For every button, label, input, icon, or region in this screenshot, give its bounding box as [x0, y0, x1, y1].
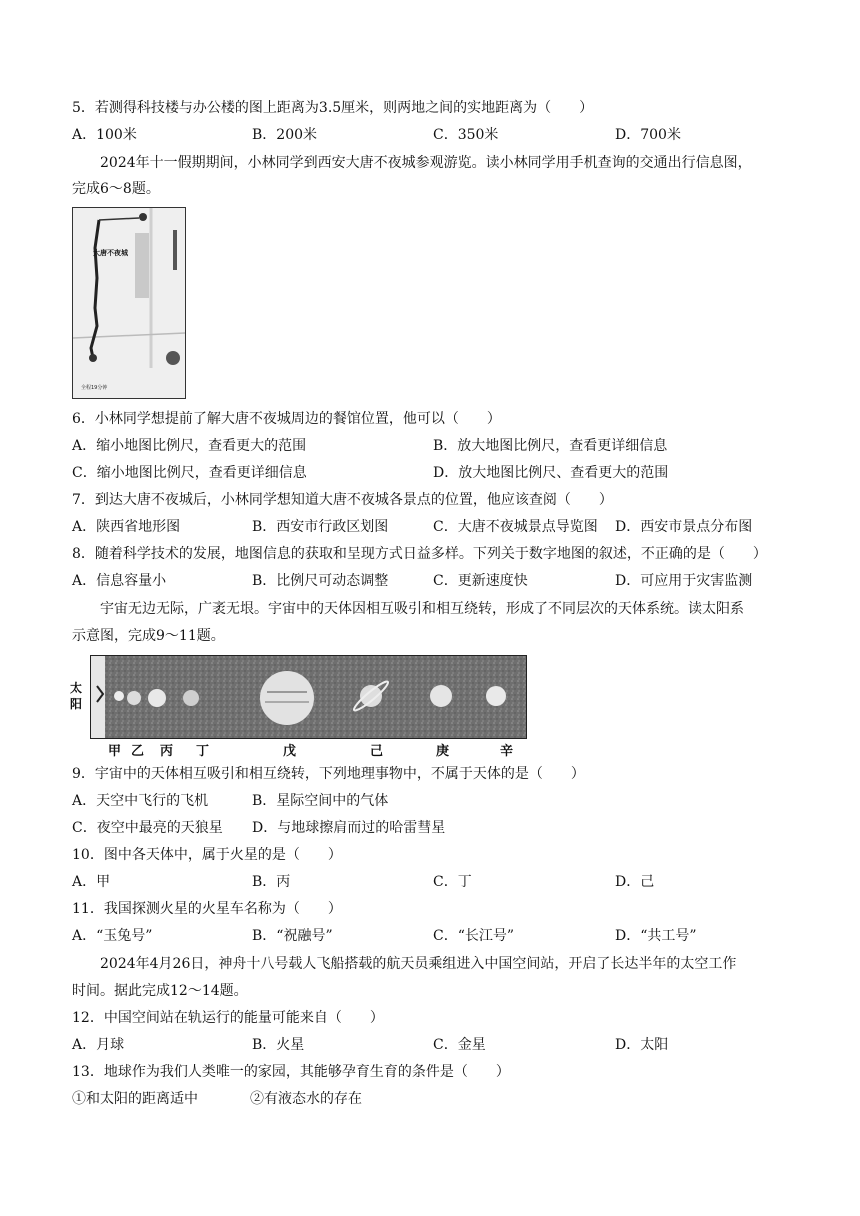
q10-option-a: A．甲: [72, 874, 111, 890]
q11-option-d: D．“共工号”: [615, 928, 697, 944]
q7-option-c: C．大唐不夜城景点导览图: [433, 519, 598, 535]
q6-option-a: A．缩小地图比例尺，查看更大的范围: [72, 438, 307, 454]
q5-option-b: B．200米: [252, 127, 318, 143]
q5-option-c: C．350米: [433, 127, 499, 143]
q6-option-c: C．缩小地图比例尺，查看更详细信息: [72, 465, 307, 481]
q9-option-a: A．天空中飞行的飞机: [72, 793, 209, 809]
q5-option-d: D．700米: [615, 127, 681, 143]
sun-label: 太阳: [70, 681, 83, 711]
planet-label-yi: 乙: [131, 744, 145, 759]
q7-option-a: A．陕西省地形图: [72, 519, 181, 535]
passage-2-line-1: 宇宙无边无际，广袤无垠。宇宙中的天体因相互吸引和相互绕转，形成了不同层次的天体系统。读太阳系: [100, 601, 744, 617]
planet-label-ding: 丁: [196, 744, 210, 759]
q12-option-b: B．火星: [252, 1037, 305, 1053]
q8-stem: 8．随着科学技术的发展，地图信息的获取和呈现方式日益多样。下列关于数字地图的叙述，不正确的是（ ）: [72, 546, 767, 562]
q8-option-c: C．更新速度快: [433, 573, 528, 589]
map-footer-duration: 全程19分钟: [81, 385, 108, 391]
q11-option-b: B．“祝融号”: [252, 928, 333, 944]
q10-option-d: D．己: [615, 874, 655, 890]
solar-system-graphic: [91, 656, 526, 738]
map-label-datang: 大唐不夜城: [93, 249, 128, 257]
q10-option-b: B．丙: [252, 874, 291, 890]
q11-stem: 11．我国探测火星的火星车名称为（ ）: [72, 901, 342, 917]
q5-stem: 5．若测得科技楼与办公楼的图上距离为3.5厘米，则两地之间的实地距离为（ ）: [72, 100, 594, 116]
q7-option-b: B．西安市行政区划图: [252, 519, 389, 535]
q12-option-a: A．月球: [72, 1037, 125, 1053]
q9-option-c: C．夜空中最亮的天狼星: [72, 820, 223, 836]
transit-map-figure: [72, 207, 186, 399]
planet-label-bing: 丙: [160, 744, 174, 759]
q8-option-d: D．可应用于灾害监测: [615, 573, 753, 589]
q11-option-c: C．“长江号”: [433, 928, 515, 944]
q5-option-a: A．100米: [72, 127, 137, 143]
q10-option-c: C．丁: [433, 874, 472, 890]
passage-1-line-2: 完成6～8题。: [72, 181, 160, 197]
q6-option-b: B．放大地图比例尺，查看更详细信息: [433, 438, 668, 454]
q12-option-d: D．太阳: [615, 1037, 669, 1053]
q12-stem: 12．中国空间站在轨运行的能量可能来自（ ）: [72, 1010, 384, 1026]
q9-option-b: B．星际空间中的气体: [252, 793, 389, 809]
planet-label-wu: 戊: [283, 744, 297, 759]
solar-system-figure: [90, 655, 527, 739]
q10-stem: 10．图中各天体中，属于火星的是（ ）: [72, 847, 342, 863]
q9-option-d: D．与地球擦肩而过的哈雷彗星: [252, 820, 446, 836]
transit-map-graphic: [73, 208, 185, 398]
q9-stem: 9．宇宙中的天体相互吸引和相互绕转，下列地理事物中，不属于天体的是（ ）: [72, 766, 585, 782]
q13-condition-1: ①和太阳的距离适中: [72, 1091, 198, 1107]
q12-option-c: C．金星: [433, 1037, 486, 1053]
q8-option-a: A．信息容量小: [72, 573, 167, 589]
planet-label-xin: 辛: [500, 744, 514, 759]
planet-label-geng: 庚: [436, 744, 450, 759]
q6-option-d: D．放大地图比例尺、查看更大的范围: [433, 465, 669, 481]
q7-option-d: D．西安市景点分布图: [615, 519, 753, 535]
q13-condition-2: ②有液态水的存在: [250, 1091, 362, 1107]
q13-stem: 13．地球作为我们人类唯一的家园，其能够孕育生育的条件是（ ）: [72, 1064, 510, 1080]
passage-3-line-2: 时间。据此完成12～14题。: [72, 983, 248, 999]
q8-option-b: B．比例尺可动态调整: [252, 573, 389, 589]
q6-stem: 6．小林同学想提前了解大唐不夜城周边的餐馆位置，他可以（ ）: [72, 411, 501, 427]
planet-label-jia: 甲: [108, 744, 122, 759]
q11-option-a: A．“玉兔号”: [72, 928, 153, 944]
planet-label-ji: 己: [370, 744, 384, 759]
q7-stem: 7．到达大唐不夜城后，小林同学想知道大唐不夜城各景点的位置，他应该查阅（ ）: [72, 492, 613, 508]
passage-3-line-1: 2024年4月26日，神舟十八号载人飞船搭载的航天员乘组进入中国空间站，开启了长达半年的太空工作: [100, 956, 737, 972]
passage-1-line-1: 2024年十一假期期间，小林同学到西安大唐不夜城参观游览。读小林同学用手机查询的交通出行信息图，: [100, 155, 752, 171]
passage-2-line-2: 示意图，完成9～11题。: [72, 628, 225, 644]
